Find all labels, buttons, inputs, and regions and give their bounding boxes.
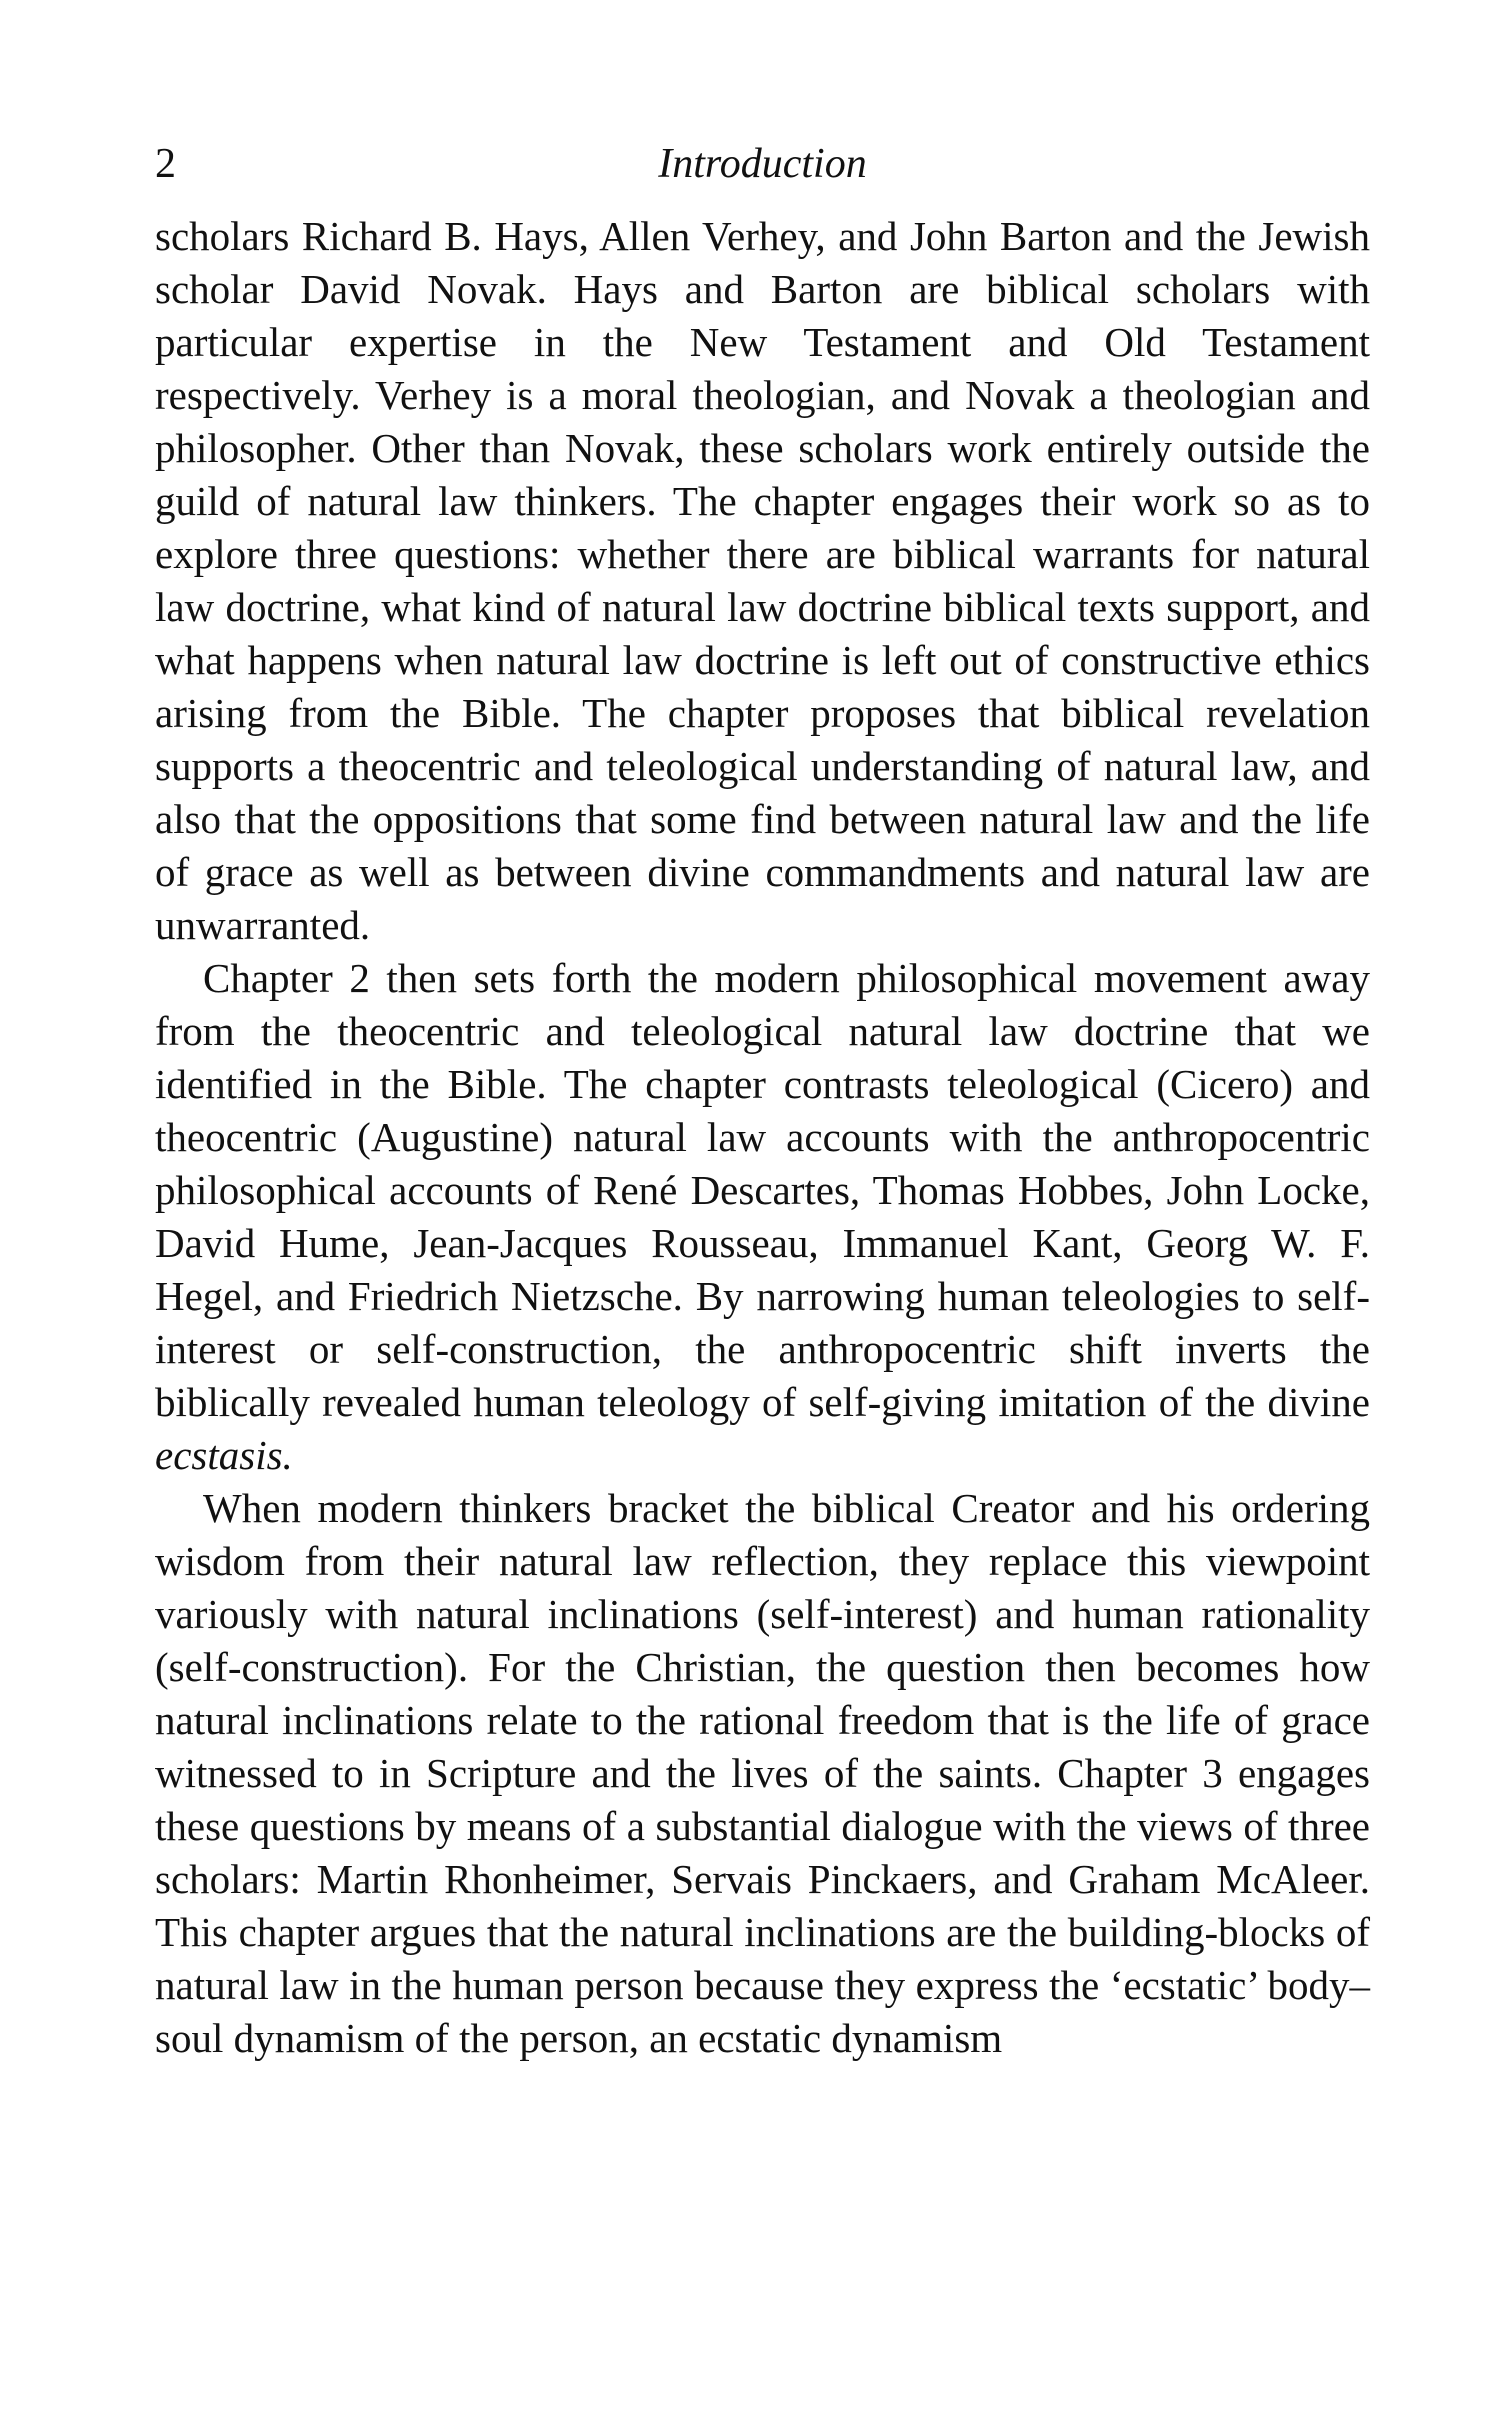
book-page <box>155 140 1370 2065</box>
paragraph-3: When modern thinkers bracket the biblical Creator and his ordering wisdom from their natural law reflection, they replace this viewpoint variously with natural inclinations (self-interest) and human rationality (self-construction). For the Christian, the question then becomes how natural inclinations relate to the rational freedom that is the life of grace witnessed to in Scripture and the lives of the saints. Chapter 3 engages these questions by means of a substantial dialogue with the views of three scholars: Martin Rhonheimer, Servais Pinckaers, and Graham McAleer. This chapter argues that the natural inclinations are the building-blocks of natural law in the human person because they express the ‘ecstatic’ body–soul dynamism of the person, an ecstatic dynamism <box>155 1485 1370 2061</box>
paragraph-2-italic-term: ecstasis. <box>155 1432 293 1478</box>
running-head <box>155 140 1370 210</box>
paragraph-2-text: Chapter 2 then sets forth the modern philosophical movement away from the theocentric and teleological natural law doctrine that we identified in the Bible. The chapter contrasts teleological (Cicero) and theocentric (Augustine) natural law accounts with the anthropocentric philosophical accounts of René Descartes, Thomas Hobbes, John Locke, David Hume, Jean-Jacques Rousseau, Immanuel Kant, Georg W. F. Hegel, and Friedrich Nietzsche. By narrowing human teleologies to self-interest or self-construction, the anthropocentric shift inverts the biblically revealed human teleology of self-giving imitation of the divine <box>155 955 1370 1425</box>
paragraph-2 <box>155 952 1370 1482</box>
running-title: Introduction <box>658 141 867 187</box>
paragraph-1: scholars Richard B. Hays, Allen Verhey, and John Barton and the Jewish scholar David Novak. Hays and Barton are biblical scholars with particular expertise in the New Testament and Old Testament respectively. Verhey is a moral theologian, and Novak a theologian and philosopher. Other than Novak, these scholars work entirely outside the guild of natural law thinkers. The chapter engages their work so as to explore three questions: whether there are biblical warrants for natural law doctrine, what kind of natural law doctrine biblical texts support, and what happens when natural law doctrine is left out of constructive ethics arising from the Bible. The chapter proposes that biblical revelation supports a theocentric and teleological understanding of natural law, and also that the oppositions that some find between natural law and the life of grace as well as between divine commandments and natural law are unwarranted. <box>155 213 1370 948</box>
page-number: 2 <box>155 141 176 187</box>
